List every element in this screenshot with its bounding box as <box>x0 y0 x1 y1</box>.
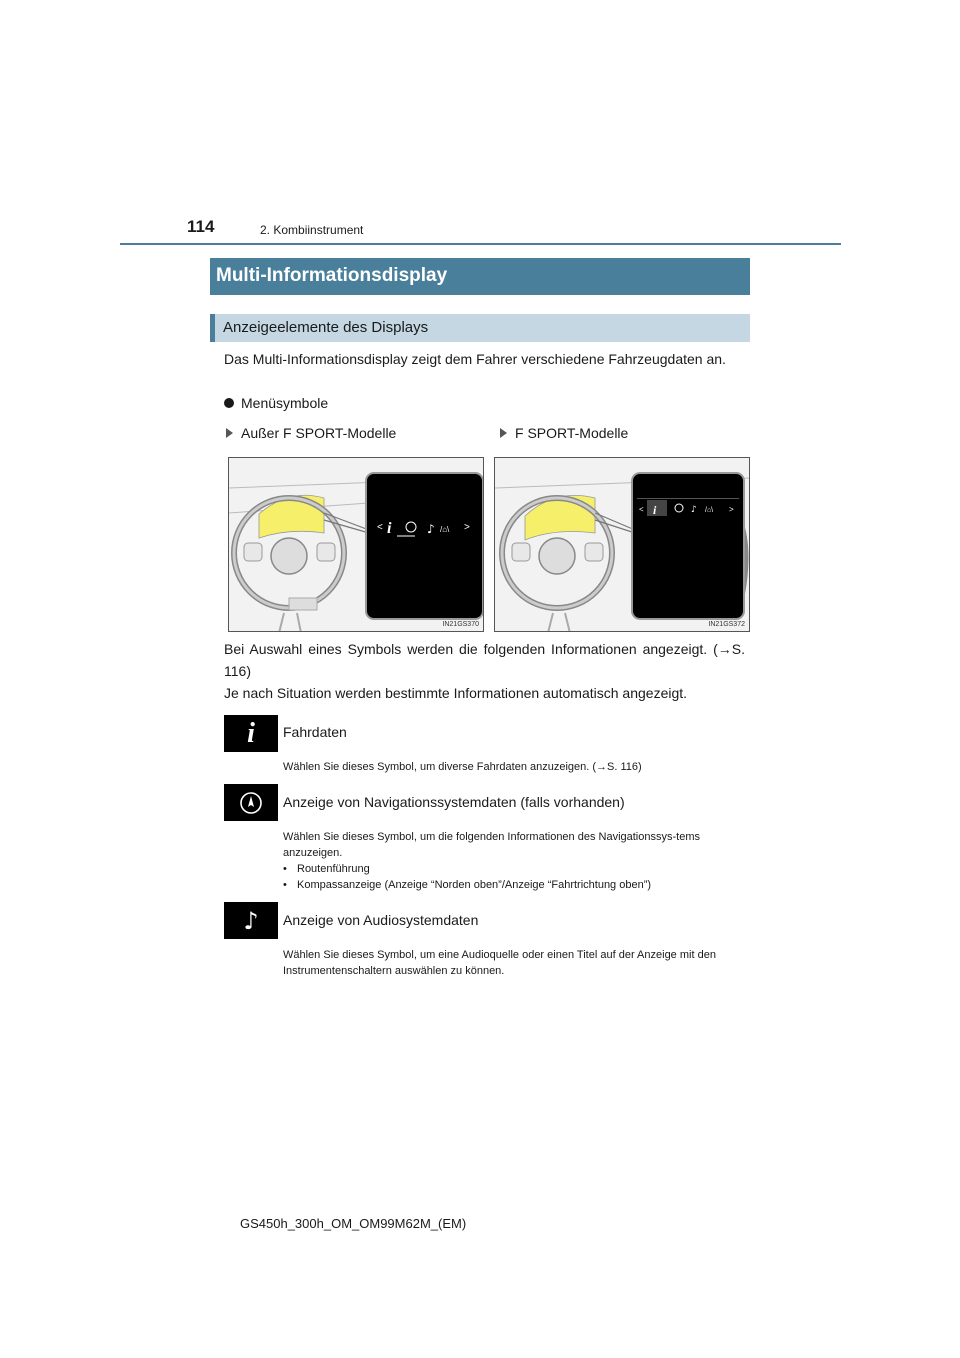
svg-text:i: i <box>653 503 657 517</box>
svg-text:>: > <box>464 522 470 533</box>
subsection-title: Anzeigeelemente des Displays <box>223 319 429 336</box>
info-icon: i <box>224 715 278 752</box>
selection-paragraph: Bei Auswahl eines Symbols werden die folgenden Informationen angezeigt. (→S. 116) <box>224 641 745 679</box>
dashboard-illustration-fsport <box>495 458 750 632</box>
auto-display-paragraph: Je nach Situation werden bestimmte Informationen automatisch angezeigt. <box>224 685 688 701</box>
music-note-icon: ♪ <box>224 902 278 939</box>
subsection-bar <box>210 314 215 342</box>
navigation-symbol <box>239 791 263 815</box>
illustration-fsport <box>494 457 750 632</box>
footer-code: GS450h_300h_OM_OM99M62M_(EM) <box>240 1216 467 1231</box>
section-title: Multi-Informationsdisplay <box>210 258 750 295</box>
illustration-code-fsport: IN21GS372 <box>708 621 745 628</box>
list-item-route-text: Routenführung <box>297 863 370 875</box>
page-number: 114 <box>187 217 215 236</box>
chapter-title: 2. Kombiinstrument <box>260 223 364 237</box>
item-desc-fahrdaten: Wählen Sie dieses Symbol, um diverse Fahrdaten anzuzeigen. (→S. 116) <box>283 761 642 773</box>
model-label-fsport <box>500 425 628 441</box>
item-title-audio: Anzeige von Audiosystemdaten <box>283 912 479 928</box>
list-item-compass: • Kompassanzeige (Anzeige “Norden oben”/Anzeige “Fahrtrichtung oben”) <box>283 879 652 891</box>
model-label-fsport-text: F SPORT-Modelle <box>515 425 629 441</box>
item-desc-audio: Wählen Sie dieses Symbol, um eine Audioquelle oder einen Titel auf der Anzeige mit den Instrumentenschaltern auswählen zu können. <box>283 949 716 977</box>
header-rule <box>120 243 841 245</box>
item-title-navigation: Anzeige von Navigationssystemdaten (falls vorhanden) <box>283 794 625 810</box>
item-title-fahrdaten: Fahrdaten <box>283 724 347 740</box>
svg-text:♪: ♪ <box>427 522 435 536</box>
list-item-route: • Routenführung <box>283 863 370 875</box>
navigation-icon <box>224 784 278 821</box>
svg-text:>: > <box>729 505 734 514</box>
bullet-menu-symbols <box>224 395 328 411</box>
svg-text:i: i <box>387 520 392 537</box>
illustration-standard <box>228 457 484 632</box>
bullet-label: Menüsymbole <box>241 395 329 411</box>
model-label-standard <box>226 425 396 441</box>
illustration-code-standard: IN21GS370 <box>442 621 479 628</box>
intro-paragraph: Das Multi-Informationsdisplay zeigt dem Fahrer verschiedene Fahrzeugdaten an. <box>224 351 726 367</box>
triangle-icon <box>226 428 233 438</box>
subsection-heading <box>210 314 750 342</box>
svg-text:<: < <box>639 505 644 514</box>
triangle-icon <box>500 428 507 438</box>
item-desc-navigation: Wählen Sie dieses Symbol, um die folgenden Informationen des Navigationssys-tems anzuzeigen. <box>283 831 700 859</box>
svg-text:<: < <box>377 522 383 533</box>
svg-text:/⌂\: /⌂\ <box>440 525 450 534</box>
bullet-dot-icon <box>224 398 234 408</box>
list-item-compass-text: Kompassanzeige (Anzeige “Norden oben”/Anzeige “Fahrtrichtung oben”) <box>297 879 652 891</box>
model-label-standard-text: Außer F SPORT-Modelle <box>241 425 397 441</box>
svg-text:/⌂\: /⌂\ <box>705 507 714 514</box>
dashboard-illustration-standard <box>229 458 484 632</box>
svg-text:♪: ♪ <box>691 505 697 515</box>
